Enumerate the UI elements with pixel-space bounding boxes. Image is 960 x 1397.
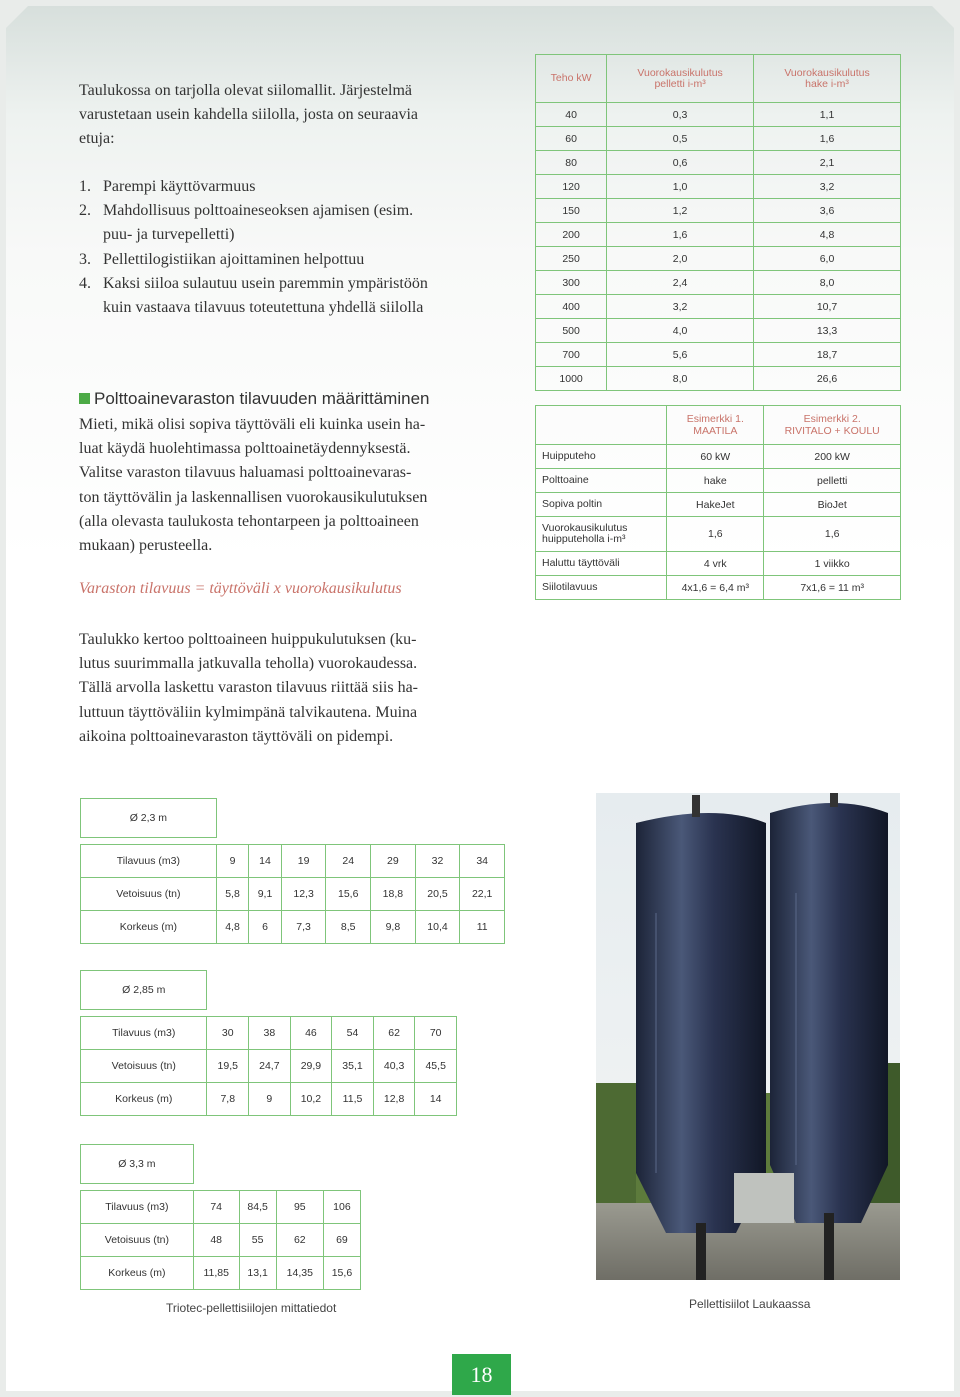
- empty-cell: [332, 971, 374, 1010]
- column-header: [536, 55, 607, 103]
- table-cell: 4,8: [754, 223, 901, 247]
- photo-caption: Pellettisiilot Laukaassa: [689, 1297, 811, 1311]
- table-row: [536, 271, 901, 295]
- table-cell: 11: [460, 911, 505, 944]
- row-label-text: Sopiva poltin: [542, 498, 603, 510]
- table-cell: 69: [323, 1224, 360, 1257]
- table-cell: 2,1: [754, 151, 901, 175]
- table-cell: 84,5: [239, 1191, 276, 1224]
- empty-cell: [276, 1145, 323, 1184]
- table-cell: 26,6: [754, 367, 901, 391]
- list-item-text: kuin vastaava tilavuus toteutettuna yhdellä siilolla: [103, 299, 424, 317]
- table-cell: hake: [667, 469, 764, 493]
- list-item: [79, 248, 469, 272]
- row-label-text: Haluttu täyttöväli: [542, 557, 620, 569]
- row-label: [536, 493, 667, 517]
- table-cell: 5,8: [216, 878, 249, 911]
- table-cell: 38: [249, 1017, 291, 1050]
- table-cell: 120: [536, 175, 607, 199]
- empty-cell: [281, 799, 326, 838]
- text-line: luat käydä huolehtimassa polttoainetäydennyksestä.: [79, 440, 411, 458]
- empty-cell: [249, 971, 291, 1010]
- table-cell: 9: [216, 845, 249, 878]
- table-cell: 10,7: [754, 295, 901, 319]
- header-text: Vuorokausikulutus: [637, 66, 723, 79]
- formula: Varaston tilavuus = täyttöväli x vuorokausikulutus: [79, 580, 402, 597]
- row-label: Korkeus (m): [81, 911, 217, 944]
- row-label: [536, 552, 667, 576]
- spacer: [81, 838, 505, 845]
- silo-tables-caption: Triotec-pellettisiilojen mittatiedot: [166, 1301, 337, 1315]
- header-text: hake i-m³: [805, 77, 849, 90]
- table-cell: 15,6: [326, 878, 371, 911]
- table-cell: 250: [536, 247, 607, 271]
- table-row: [536, 552, 901, 576]
- text-line: mukaan) perusteella.: [79, 537, 213, 555]
- section-title: Polttoainevaraston tilavuuden määrittäminen: [94, 389, 430, 408]
- table-cell: 1,6: [764, 517, 901, 552]
- list-item: [79, 272, 469, 320]
- table-cell: 20,5: [415, 878, 460, 911]
- table-cell: 0,5: [607, 127, 754, 151]
- list-number: 2.: [79, 202, 91, 220]
- table-row: [536, 127, 901, 151]
- table-row: [536, 367, 901, 391]
- list-number: 4.: [79, 274, 91, 292]
- table-cell: 7,8: [207, 1083, 249, 1116]
- section-heading: [79, 389, 429, 409]
- empty-cell: [239, 1145, 276, 1184]
- list-item-text: puu- ja turvepelletti): [103, 226, 235, 244]
- table-row: [536, 576, 901, 600]
- intro-line: etuja:: [79, 130, 115, 148]
- column-header: [754, 55, 901, 103]
- column-header: [667, 406, 764, 445]
- table-cell: 9,8: [371, 911, 416, 944]
- table-cell: 1,6: [607, 223, 754, 247]
- header-text: RIVITALO + KOULU: [784, 425, 880, 437]
- header-text: MAATILA: [693, 425, 738, 437]
- table-cell: 46: [290, 1017, 332, 1050]
- row-label: Vetoisuus (tn): [81, 878, 217, 911]
- table-row: [81, 1191, 361, 1224]
- table-row: [81, 845, 505, 878]
- table-cell: 14,35: [276, 1257, 323, 1290]
- consumption-table: [535, 54, 901, 391]
- table-cell: 13,3: [754, 319, 901, 343]
- row-label: [536, 517, 667, 552]
- table-row: [536, 469, 901, 493]
- table-cell: 40,3: [373, 1050, 415, 1083]
- table-cell: 18,8: [371, 878, 416, 911]
- list-item: [79, 199, 469, 247]
- table-row: [536, 175, 901, 199]
- table-cell: 24,7: [249, 1050, 291, 1083]
- column-header: [536, 406, 667, 445]
- list-item: [79, 175, 469, 199]
- header-text: Esimerkki 1.: [686, 413, 744, 425]
- spacer-row: [81, 1184, 361, 1191]
- table-cell: 300: [536, 271, 607, 295]
- table-cell: 14: [415, 1083, 457, 1116]
- table-cell: 22,1: [460, 878, 505, 911]
- table-cell: 4,0: [607, 319, 754, 343]
- silo-photo-image: [596, 793, 900, 1280]
- table-cell: 34: [460, 845, 505, 878]
- list-item-text: Kaksi siiloa sulautuu usein paremmin ympäristöön: [103, 274, 428, 292]
- row-label: [536, 576, 667, 600]
- table-cell: 9: [249, 1083, 291, 1116]
- text-line: Valitse varaston tilavuus haluamasi polttoainevaras-: [79, 464, 412, 482]
- examples-table: [535, 405, 901, 600]
- table-cell: 14: [249, 845, 282, 878]
- row-label: Tilavuus (m3): [81, 1191, 194, 1224]
- table-cell: 12,8: [373, 1083, 415, 1116]
- table-cell: 6: [249, 911, 282, 944]
- table-cell: 15,6: [323, 1257, 360, 1290]
- table-cell: 10,2: [290, 1083, 332, 1116]
- row-label-text: huipputeholla i-m³: [542, 533, 626, 545]
- spacer-row: [81, 1010, 457, 1017]
- silo-table-2-3m: [80, 798, 505, 944]
- empty-cell: [193, 1145, 239, 1184]
- header-text: Teho kW: [550, 72, 592, 84]
- table-cell: 24: [326, 845, 371, 878]
- table-cell: 1 viikko: [764, 552, 901, 576]
- table-row: [536, 517, 901, 552]
- table-cell: 4x1,6 = 6,4 m³: [667, 576, 764, 600]
- diameter-cell: Ø 3,3 m: [81, 1145, 194, 1184]
- intro-line: Taulukossa on tarjolla olevat siilomallit. Järjestelmä: [79, 82, 413, 99]
- page-corner-fold: [932, 6, 954, 28]
- table-cell: 3,2: [607, 295, 754, 319]
- diameter-cell: Ø 2,85 m: [81, 971, 207, 1010]
- table-cell: 9,1: [249, 878, 282, 911]
- text-line: Taulukko kertoo polttoaineen huippukulutuksen (ku-: [79, 631, 417, 648]
- table-cell: 55: [239, 1224, 276, 1257]
- column-header: [764, 406, 901, 445]
- table-cell: 6,0: [754, 247, 901, 271]
- empty-cell: [460, 799, 505, 838]
- table-cell: 11,5: [332, 1083, 374, 1116]
- intro-line: varustetaan usein kahdella siilolla, josta on seuraavia: [79, 106, 418, 124]
- table-cell: 4,8: [216, 911, 249, 944]
- table-cell: 0,3: [607, 103, 754, 127]
- empty-cell: [216, 799, 249, 838]
- peak-paragraph: [79, 628, 459, 749]
- table-cell: 3,2: [754, 175, 901, 199]
- table-cell: 29: [371, 845, 416, 878]
- silo-photo: [596, 793, 900, 1280]
- table-cell: 11,85: [193, 1257, 239, 1290]
- diameter-row: [81, 1145, 361, 1184]
- table-cell: 500: [536, 319, 607, 343]
- explain-paragraph: [79, 413, 459, 558]
- table-cell: 40: [536, 103, 607, 127]
- table-cell: 12,3: [281, 878, 326, 911]
- table-cell: 70: [415, 1017, 457, 1050]
- row-label: Korkeus (m): [81, 1257, 194, 1290]
- table-cell: pelletti: [764, 469, 901, 493]
- table-cell: 74: [193, 1191, 239, 1224]
- list-number: 1.: [79, 178, 91, 195]
- spacer: [81, 1010, 457, 1017]
- page-number: 18: [452, 1354, 511, 1395]
- table-cell: 62: [373, 1017, 415, 1050]
- header-text: pelletti i-m³: [654, 77, 706, 90]
- page-corner-fold: [6, 6, 28, 28]
- empty-cell: [249, 799, 282, 838]
- list-number: 3.: [79, 250, 91, 268]
- table-cell: BioJet: [764, 493, 901, 517]
- text-line: Tällä arvolla laskettu varaston tilavuus riittää siis ha-: [79, 679, 419, 697]
- table-row: [536, 295, 901, 319]
- text-line: ton täyttövälin ja laskennallisen vuorokausikulutuksen: [79, 488, 428, 506]
- empty-cell: [373, 971, 415, 1010]
- table-cell: 48: [193, 1224, 239, 1257]
- table-row: [536, 247, 901, 271]
- empty-cell: [371, 799, 416, 838]
- green-square-bullet-icon: [79, 393, 90, 404]
- diameter-cell: Ø 2,3 m: [81, 799, 217, 838]
- empty-cell: [415, 971, 457, 1010]
- benefits-list: [79, 175, 469, 320]
- table-row: [81, 1257, 361, 1290]
- table-cell: 4 vrk: [667, 552, 764, 576]
- table-row: [81, 911, 505, 944]
- table-cell: 1,0: [607, 175, 754, 199]
- table-cell: 2,4: [607, 271, 754, 295]
- table-cell: 62: [276, 1224, 323, 1257]
- table-row: [81, 878, 505, 911]
- diameter-row: [81, 799, 505, 838]
- table-cell: 60: [536, 127, 607, 151]
- text-line: Mieti, mikä olisi sopiva täyttöväli eli kuinka usein ha-: [79, 416, 426, 433]
- table-row: [536, 343, 901, 367]
- table-row: [81, 1017, 457, 1050]
- table-cell: 0,6: [607, 151, 754, 175]
- table-cell: HakeJet: [667, 493, 764, 517]
- list-item-text: Mahdollisuus polttoaineseoksen ajamisen (esim.: [103, 202, 414, 220]
- empty-cell: [415, 799, 460, 838]
- row-label: [536, 469, 667, 493]
- table-cell: 30: [207, 1017, 249, 1050]
- intro-paragraph: [79, 79, 459, 152]
- row-label: Tilavuus (m3): [81, 845, 217, 878]
- table-header-row: [536, 406, 901, 445]
- row-label: [536, 445, 667, 469]
- table-cell: 54: [332, 1017, 374, 1050]
- header-text: Esimerkki 2.: [803, 413, 861, 425]
- text-line: (alla olevasta taulukosta tehontarpeen ja polttoaineen: [79, 512, 419, 530]
- list-item-text: Parempi käyttövarmuus: [103, 178, 256, 195]
- table-row: [536, 103, 901, 127]
- table-cell: 400: [536, 295, 607, 319]
- table-row: [81, 1050, 457, 1083]
- table-row: [81, 1083, 457, 1116]
- table-row: [536, 151, 901, 175]
- table-cell: 200: [536, 223, 607, 247]
- diameter-row: [81, 971, 457, 1010]
- table-row: [81, 1224, 361, 1257]
- row-label-text: Huipputeho: [542, 450, 596, 462]
- table-cell: 10,4: [415, 911, 460, 944]
- silo-table-3-3m: [80, 1144, 361, 1290]
- table-cell: 106: [323, 1191, 360, 1224]
- table-cell: 19,5: [207, 1050, 249, 1083]
- table-cell: 150: [536, 199, 607, 223]
- table-cell: 7,3: [281, 911, 326, 944]
- row-label-text: Vuorokausikulutus: [542, 522, 628, 534]
- table-row: [536, 493, 901, 517]
- table-cell: 3,6: [754, 199, 901, 223]
- table-cell: 200 kW: [764, 445, 901, 469]
- silo-table-2-85m: [80, 970, 457, 1116]
- row-label: Vetoisuus (tn): [81, 1224, 194, 1257]
- table-cell: 60 kW: [667, 445, 764, 469]
- table-cell: 32: [415, 845, 460, 878]
- table-cell: 1,6: [754, 127, 901, 151]
- text-line: aikoina polttoainevaraston täyttöväli on pidempi.: [79, 727, 394, 745]
- table-cell: 35,1: [332, 1050, 374, 1083]
- table-header-row: [536, 55, 901, 103]
- header-text: Vuorokausikulutus: [784, 66, 870, 79]
- table-cell: 2,0: [607, 247, 754, 271]
- table-cell: 80: [536, 151, 607, 175]
- row-label: Vetoisuus (tn): [81, 1050, 207, 1083]
- list-item-text: Pellettilogistiikan ajoittaminen helpottuu: [103, 250, 365, 268]
- table-cell: 29,9: [290, 1050, 332, 1083]
- table-cell: 13,1: [239, 1257, 276, 1290]
- table-cell: 8,5: [326, 911, 371, 944]
- table-row: [536, 199, 901, 223]
- table-cell: 8,0: [754, 271, 901, 295]
- empty-cell: [323, 1145, 360, 1184]
- table-row: [536, 223, 901, 247]
- table-row: [536, 445, 901, 469]
- row-label: Tilavuus (m3): [81, 1017, 207, 1050]
- table-cell: 7x1,6 = 11 m³: [764, 576, 901, 600]
- empty-cell: [207, 971, 249, 1010]
- table-cell: 1,1: [754, 103, 901, 127]
- row-label: Korkeus (m): [81, 1083, 207, 1116]
- table-cell: 1,2: [607, 199, 754, 223]
- spacer: [81, 1184, 361, 1191]
- spacer-row: [81, 838, 505, 845]
- table-cell: 95: [276, 1191, 323, 1224]
- table-cell: 5,6: [607, 343, 754, 367]
- table-row: [536, 319, 901, 343]
- table-cell: 18,7: [754, 343, 901, 367]
- table-cell: 45,5: [415, 1050, 457, 1083]
- text-line: luttuun täyttöväliin kylmimpänä talvikautena. Muina: [79, 703, 418, 721]
- table-cell: 1000: [536, 367, 607, 391]
- table-cell: 700: [536, 343, 607, 367]
- table-cell: 19: [281, 845, 326, 878]
- table-cell: 8,0: [607, 367, 754, 391]
- empty-cell: [290, 971, 332, 1010]
- text-line: lutus suurimmalla jatkuvalla teholla) vuorokaudessa.: [79, 655, 418, 673]
- row-label-text: Polttoaine: [542, 474, 589, 486]
- empty-cell: [326, 799, 371, 838]
- table-cell: 1,6: [667, 517, 764, 552]
- row-label-text: Siilotilavuus: [542, 581, 598, 593]
- column-header: [607, 55, 754, 103]
